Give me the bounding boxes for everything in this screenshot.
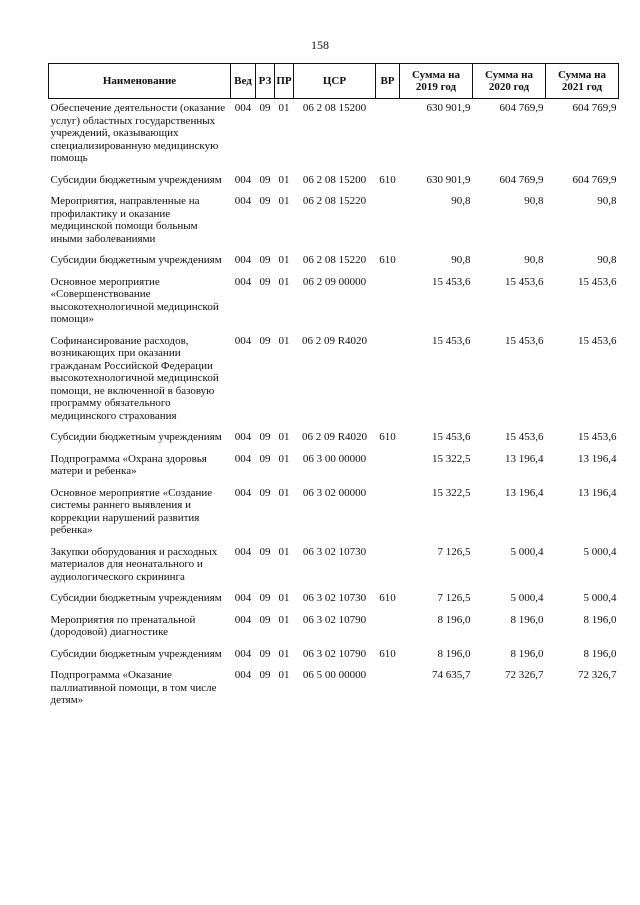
row-sum-2020-cell: 8 196,0: [510, 647, 544, 660]
row-sum-2021-cell: 15 453,6: [578, 431, 617, 443]
row-sum-2020-cell: 15 453,6: [505, 334, 544, 347]
row-rz-cell: 09: [259, 195, 271, 207]
row-csr-cell: 06 3 02 10790: [302, 647, 367, 660]
row-pr-cell: 01: [278, 545, 290, 558]
row-pr-cell: 01: [278, 275, 290, 288]
row-ved-cell: 004: [234, 452, 252, 465]
header-vr: ВР: [376, 64, 400, 99]
row-sum-2019-cell: 15 453,6: [432, 431, 471, 443]
row-vr-cell: 610: [379, 647, 396, 660]
table-row: [49, 611, 619, 645]
row-pr-cell: 01: [278, 173, 290, 186]
row-vr-cell: 610: [379, 173, 396, 186]
row-sum-2019-cell: 15 322,5: [432, 452, 471, 465]
table-row: [49, 273, 619, 332]
row-rz-cell: 09: [259, 647, 271, 660]
row-vr-cell: [376, 666, 400, 713]
row-ved-cell: 004: [234, 195, 252, 207]
row-pr-cell: 01: [278, 486, 290, 499]
row-ved-cell: 004: [234, 592, 252, 604]
row-vr-cell: [376, 543, 400, 590]
header-ved: Вед: [231, 64, 256, 99]
row-sum-2020-cell: 604 769,9: [499, 102, 544, 114]
row-rz-cell: 09: [259, 275, 271, 288]
row-vr-cell: [376, 450, 400, 484]
row-sum-2020-cell: 13 196,4: [505, 486, 544, 499]
row-sum-2020-cell: 5 000,4: [510, 545, 544, 558]
row-sum-2019-cell: 8 196,0: [437, 613, 471, 626]
row-ved-cell: 004: [234, 102, 252, 114]
table-row: [49, 428, 619, 450]
row-name-cell: Софинансирование расходов, возникающих при оказании гражданам Российской Федерации высокотехнологичной медицинской помощи, не включенной в базовую программу обязательного медицинского страхования: [50, 334, 219, 422]
table-row: [49, 99, 619, 171]
row-name-cell: Основное мероприятие «Создание системы раннего выявления и коррекции нарушений развития ребенка»: [50, 486, 213, 536]
row-vr-cell: 610: [379, 431, 396, 443]
row-vr-cell: 610: [379, 254, 396, 266]
row-pr-cell: 01: [278, 613, 290, 626]
row-sum-2020-cell: 15 453,6: [505, 275, 544, 288]
row-name-cell: Обеспечение деятельности (оказание услуг) областных государственных учреждений, оказывающих специализированную медицинскую помощь: [50, 102, 226, 164]
row-vr-cell: [376, 99, 400, 171]
row-sum-2019-cell: 74 635,7: [432, 669, 471, 681]
row-csr-cell: 06 2 09 R4020: [301, 334, 368, 347]
row-name-cell: Субсидии бюджетным учреждениям: [50, 647, 222, 660]
row-sum-2021-cell: 15 453,6: [578, 275, 617, 288]
row-csr-cell: 06 3 00 00000: [302, 452, 367, 465]
row-sum-2020-cell: 15 453,6: [505, 431, 544, 443]
row-rz-cell: 09: [259, 254, 271, 266]
header-sum-2019: Сумма на 2019 год: [400, 64, 473, 99]
row-ved-cell: 004: [234, 431, 252, 443]
row-sum-2020-cell: 72 326,7: [505, 669, 544, 681]
row-sum-2021-cell: 90,8: [597, 195, 617, 207]
row-vr-cell: [376, 192, 400, 251]
row-sum-2019-cell: 630 901,9: [426, 102, 471, 114]
row-csr-cell: 06 2 09 00000: [302, 275, 367, 288]
row-name-cell: Основное мероприятие «Совершенствование высокотехнологичной медицинской помощи»: [50, 275, 219, 325]
row-csr-cell: 06 3 02 00000: [302, 486, 367, 499]
row-sum-2020-cell: 90,8: [524, 195, 544, 207]
table-row: [49, 332, 619, 429]
table-row: [49, 251, 619, 273]
row-sum-2021-cell: 15 453,6: [578, 334, 617, 347]
row-sum-2020-cell: 5 000,4: [510, 592, 544, 604]
row-ved-cell: 004: [234, 254, 252, 266]
row-sum-2019-cell: 630 901,9: [426, 173, 471, 186]
row-sum-2020-cell: 604 769,9: [499, 173, 544, 186]
row-rz-cell: 09: [259, 173, 271, 186]
row-sum-2020-cell: 90,8: [524, 254, 544, 266]
row-vr-cell: [376, 332, 400, 429]
table-row: [49, 666, 619, 713]
header-sum-2020: Сумма на 2020 год: [473, 64, 546, 99]
row-rz-cell: 09: [259, 431, 271, 443]
page-number: 158: [311, 38, 329, 52]
row-sum-2021-cell: 604 769,9: [572, 173, 617, 186]
header-rz: РЗ: [256, 64, 275, 99]
row-name-cell: Мероприятия по пренатальной (дородовой) диагностике: [50, 613, 196, 638]
row-rz-cell: 09: [259, 613, 271, 626]
row-name-cell: Подпрограмма «Охрана здоровья матери и ребенка»: [50, 452, 207, 477]
row-sum-2019-cell: 90,8: [451, 254, 471, 266]
table-row: [49, 589, 619, 611]
row-pr-cell: 01: [278, 452, 290, 465]
row-sum-2021-cell: 90,8: [597, 254, 617, 266]
row-name-cell: Мероприятия, направленные на профилактику и оказание медицинской помощи больным иными заболеваниями: [50, 195, 200, 245]
row-name-cell: Субсидии бюджетным учреждениям: [50, 592, 222, 604]
row-name-cell: Закупки оборудования и расходных материалов для неонатального и аудиологического скрининга: [50, 545, 218, 583]
row-sum-2019-cell: 90,8: [451, 195, 471, 207]
row-sum-2019-cell: 7 126,5: [437, 545, 471, 558]
row-ved-cell: 004: [234, 173, 252, 186]
budget-table: [48, 63, 619, 713]
row-pr-cell: 01: [278, 669, 290, 681]
row-sum-2021-cell: 13 196,4: [578, 452, 617, 465]
row-name-cell: Субсидии бюджетным учреждениям: [50, 431, 222, 443]
table-row: [49, 543, 619, 590]
row-ved-cell: 004: [234, 613, 252, 626]
row-pr-cell: 01: [278, 195, 290, 207]
row-ved-cell: 004: [234, 545, 252, 558]
row-sum-2021-cell: 72 326,7: [578, 669, 617, 681]
row-vr-cell: [376, 611, 400, 645]
table-header-row: [49, 64, 619, 99]
row-sum-2020-cell: 8 196,0: [510, 613, 544, 626]
header-pr: ПР: [275, 64, 294, 99]
row-csr-cell: 06 2 08 15220: [302, 195, 367, 207]
header-csr: ЦСР: [294, 64, 376, 99]
row-sum-2021-cell: 604 769,9: [572, 102, 617, 114]
row-sum-2020-cell: 13 196,4: [505, 452, 544, 465]
row-sum-2019-cell: 15 453,6: [432, 275, 471, 288]
row-sum-2019-cell: 8 196,0: [437, 647, 471, 660]
row-csr-cell: 06 2 09 R4020: [301, 431, 368, 443]
row-sum-2021-cell: 8 196,0: [583, 647, 617, 660]
row-pr-cell: 01: [278, 254, 290, 266]
row-sum-2019-cell: 15 453,6: [432, 334, 471, 347]
row-rz-cell: 09: [259, 592, 271, 604]
row-rz-cell: 09: [259, 545, 271, 558]
row-name-cell: Подпрограмма «Оказание паллиативной помощи, в том числе детям»: [50, 669, 217, 706]
row-pr-cell: 01: [278, 592, 290, 604]
row-csr-cell: 06 2 08 15220: [302, 254, 367, 266]
row-sum-2021-cell: 5 000,4: [583, 545, 617, 558]
table-row: [49, 645, 619, 667]
row-pr-cell: 01: [278, 431, 290, 443]
row-ved-cell: 004: [234, 486, 252, 499]
row-sum-2019-cell: 15 322,5: [432, 486, 471, 499]
row-pr-cell: 01: [278, 102, 290, 114]
row-ved-cell: 004: [234, 669, 252, 681]
row-rz-cell: 09: [259, 486, 271, 499]
table-row: [49, 192, 619, 251]
row-rz-cell: 09: [259, 334, 271, 347]
row-csr-cell: 06 2 08 15200: [302, 102, 367, 114]
row-rz-cell: 09: [259, 669, 271, 681]
row-pr-cell: 01: [278, 334, 290, 347]
row-ved-cell: 004: [234, 275, 252, 288]
table-row: [49, 484, 619, 543]
row-pr-cell: 01: [278, 647, 290, 660]
row-sum-2021-cell: 5 000,4: [583, 592, 617, 604]
row-vr-cell: 610: [379, 592, 396, 604]
row-vr-cell: [376, 484, 400, 543]
row-rz-cell: 09: [259, 452, 271, 465]
header-sum-2021: Сумма на 2021 год: [546, 64, 619, 99]
header-name: Наименование: [49, 64, 231, 99]
row-csr-cell: 06 5 00 00000: [302, 669, 367, 681]
row-csr-cell: 06 3 02 10790: [302, 613, 367, 626]
row-name-cell: Субсидии бюджетным учреждениям: [50, 254, 222, 266]
row-csr-cell: 06 3 02 10730: [302, 545, 367, 558]
row-csr-cell: 06 2 08 15200: [302, 173, 367, 186]
table-row: [49, 450, 619, 484]
row-ved-cell: 004: [234, 334, 252, 347]
row-sum-2019-cell: 7 126,5: [437, 592, 471, 604]
row-vr-cell: [376, 273, 400, 332]
row-name-cell: Субсидии бюджетным учреждениям: [50, 173, 222, 186]
table-row: [49, 171, 619, 193]
row-sum-2021-cell: 8 196,0: [583, 613, 617, 626]
row-csr-cell: 06 3 02 10730: [302, 592, 367, 604]
row-ved-cell: 004: [234, 647, 252, 660]
row-rz-cell: 09: [259, 102, 271, 114]
row-sum-2021-cell: 13 196,4: [578, 486, 617, 499]
